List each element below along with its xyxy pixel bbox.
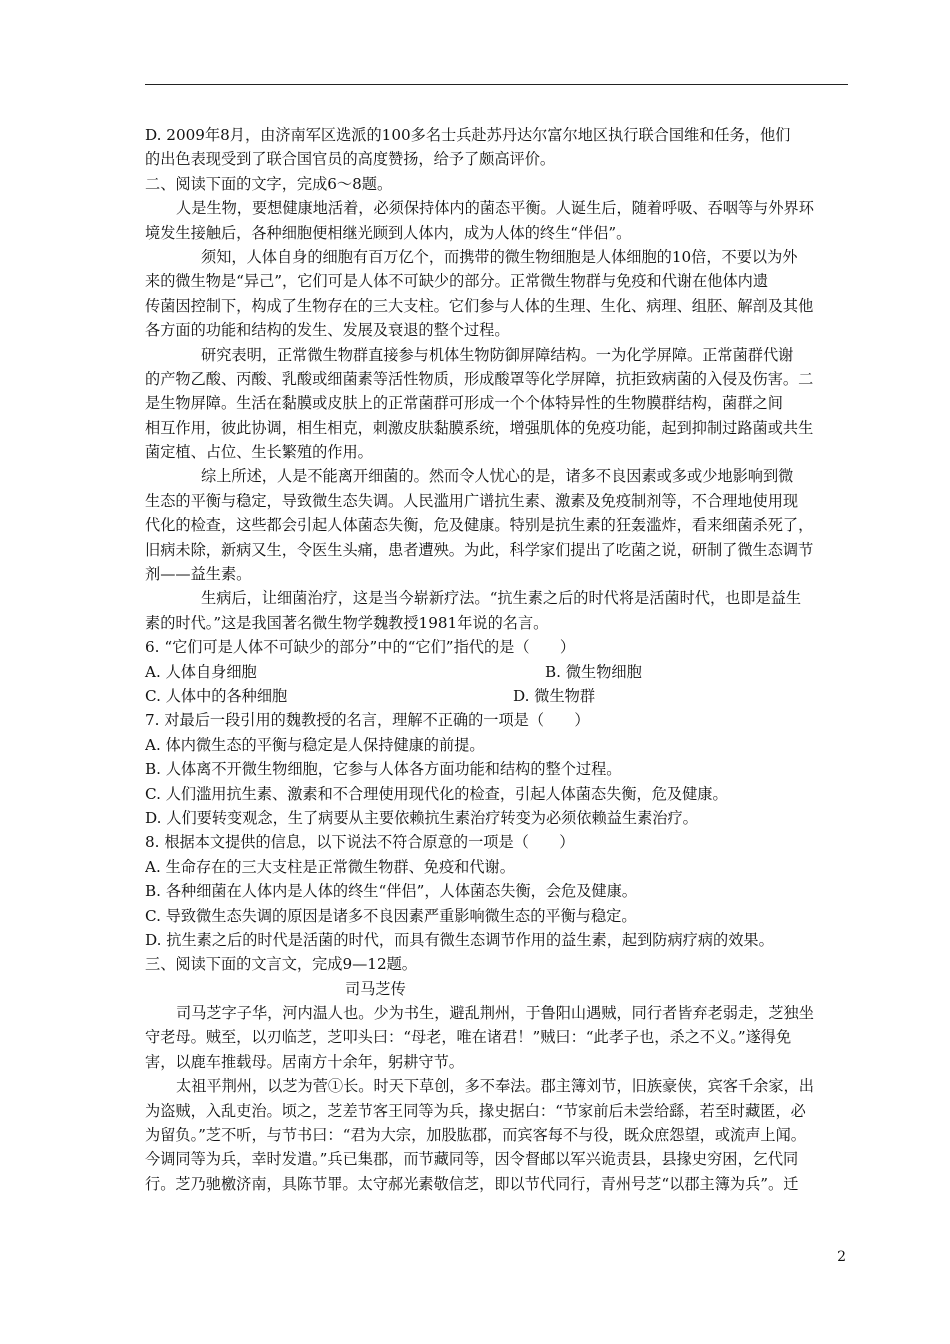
text-line: 太祖平荆州，以芝为菅①长。时天下草创，多不奉法。郡主簿刘节，旧族豪侠，宾客千余家，出 bbox=[176, 1077, 814, 1096]
question-7-stem: 7. 对最后一段引用的魏教授的名言，理解不正确的一项是（ ） bbox=[145, 711, 590, 730]
document-body bbox=[145, 123, 850, 1196]
classical-title: 司马芝传 bbox=[345, 979, 406, 998]
question-6-options-row-1 bbox=[145, 660, 850, 684]
text-line: 境发生接触后，各种细胞便相继光顾到人体内，成为人体的终生“伴侣”。 bbox=[145, 223, 632, 242]
question-7-option: D. 人们要转变观念，生了病要从主要依赖抗生素治疗转变为必须依赖益生素治疗。 bbox=[145, 808, 698, 827]
question-7-option: A. 体内微生态的平衡与稳定是人保持健康的前提。 bbox=[145, 735, 485, 754]
text-line: 为盗贼，入乱吏治。顷之，芝差节客王同等为兵，掾史据白：“节家前后未尝给繇，若至时藏匿，必 bbox=[145, 1101, 806, 1120]
text-line: 生病后，让细菌治疗，这是当今崭新疗法。“抗生素之后的时代将是活菌时代，也即是益生 bbox=[201, 589, 802, 608]
classical-passage bbox=[145, 1001, 850, 1196]
question-6-options-row-2 bbox=[145, 684, 850, 708]
question-8-option: B. 各种细菌在人体内是人体的终生“伴侣”，人体菌态失衡，会危及健康。 bbox=[145, 882, 637, 901]
question-7-option: C. 人们滥用抗生素、激素和不合理使用现代化的检查，引起人体菌态失衡，危及健康。 bbox=[145, 784, 728, 803]
option-b: B. 微生物细胞 bbox=[545, 662, 642, 681]
page-number: 2 bbox=[837, 1249, 846, 1265]
text-line: D. 2009年8月，由济南军区选派的100多名士兵赴苏丹达尔富尔地区执行联合国维和任务，他们 bbox=[145, 126, 791, 144]
question-7-option: B. 人体离不开微生物细胞，它参与人体各方面功能和结构的整个过程。 bbox=[145, 760, 622, 779]
text-line: 人是生物，要想健康地活着，必须保持体内的菌态平衡。人诞生后，随着呼吸、吞咽等与外界环 bbox=[176, 199, 814, 218]
question-8-option: D. 抗生素之后的时代是活菌的时代，而具有微生态调节作用的益生素，起到防病疗病的效果。 bbox=[145, 930, 774, 949]
text-line: 为留负。”芝不听，与节书曰：“君为大宗，加股肱郡，而宾客每不与役，既众庶怨望，或流声上闻。 bbox=[145, 1126, 806, 1145]
text-line: 传菌因控制下，构成了生物存在的三大支柱。它们参与人体的生理、生化、病理、组胚、解剖及其他 bbox=[145, 296, 814, 315]
section-heading: 二、阅读下面的文字，完成6～8题。 bbox=[145, 174, 393, 193]
reading-passage bbox=[145, 196, 850, 635]
text-line: 害，以鹿车推载母。居南方十余年，躬耕守节。 bbox=[145, 1052, 464, 1071]
text-line: 生态的平衡与稳定，导致微生态失调。人民滥用广谱抗生素、激素及免疫制剂等，不合理地使用现 bbox=[145, 491, 799, 510]
text-line: 剂——益生素。 bbox=[145, 565, 252, 584]
option-d: D. 微生物群 bbox=[513, 686, 596, 705]
text-line: 素的时代。”这是我国著名微生物学魏教授1981年说的名言。 bbox=[145, 613, 549, 632]
text-line: 是生物屏障。生活在黏膜或皮肤上的正常菌群可形成一个个体特异性的生物膜群结构，菌群之间 bbox=[145, 394, 783, 413]
text-line: 菌定植、占位、生长繁殖的作用。 bbox=[145, 443, 373, 462]
text-line: 综上所述，人是不能离开细菌的。然而令人忧心的是，诸多不良因素或多或少地影响到微 bbox=[201, 467, 794, 486]
text-line: 相互作用，彼此协调，相生相克，刺激皮肤黏膜系统，增强肌体的免疫功能，起到抑制过路菌或共生 bbox=[145, 418, 814, 437]
question-6-stem: 6. “它们可是人体不可缺少的部分”中的“它们”指代的是（ ） bbox=[145, 638, 576, 657]
text-line: 行。芝乃驰檄济南，具陈节罪。太守郝光素敬信芝，即以节代同行，青州号芝“以郡主簿为兵”。迁 bbox=[145, 1174, 799, 1193]
text-line: 旧病未除，新病又生，令医生头痛，患者遭殃。为此，科学家们提出了吃菌之说，研制了微生态调节 bbox=[145, 540, 814, 559]
text-line: 司马芝字子华，河内温人也。少为书生，避乱荆州，于鲁阳山遇贼，同行者皆弃老弱走，芝独坐 bbox=[176, 1004, 814, 1023]
question-8-option: C. 导致微生态失调的原因是诸多不良因素严重影响微生态的平衡与稳定。 bbox=[145, 906, 637, 925]
question-8-stem: 8. 根据本文提供的信息，以下说法不符合原意的一项是（ ） bbox=[145, 833, 575, 852]
section-heading: 三、阅读下面的文言文，完成9—12题。 bbox=[145, 955, 417, 974]
text-line: 来的微生物是“异己”，它们可是人体不可缺少的部分。正常微生物群与免疫和代谢在他体内遗 bbox=[145, 272, 769, 291]
header-rule bbox=[145, 84, 848, 85]
text-line: 研究表明，正常微生物群直接参与机体生物防御屏障结构。一为化学屏障。正常菌群代谢 bbox=[201, 345, 794, 364]
text-line: 的出色表现受到了联合国官员的高度赞扬，给予了颇高评价。 bbox=[145, 150, 556, 169]
option-c: C. 人体中的各种细胞 bbox=[145, 686, 288, 705]
text-line: 代化的检查，这些都会引起人体菌态失衡，危及健康。特别是抗生素的狂轰滥炸，看来细菌杀死了， bbox=[145, 516, 814, 535]
text-line: 的产物乙酸、丙酸、乳酸或细菌素等活性物质，形成酸罩等化学屏障，抗拒致病菌的入侵及伤害。二 bbox=[145, 369, 814, 388]
text-line: 守老母。贼至，以刃临芝，芝叩头曰：“母老，唯在诸君！”贼曰：“此孝子也，杀之不义。”遂得免 bbox=[145, 1028, 792, 1047]
text-line: 今调同等为兵，幸时发遣。”兵已集郡，而节藏同等，因令督邮以军兴诡责县，县掾史穷困，乞代同 bbox=[145, 1150, 799, 1169]
option-a: A. 人体自身细胞 bbox=[145, 662, 257, 681]
text-line: 须知，人体自身的细胞有百万亿个，而携带的微生物细胞是人体细胞的10倍，不要以为外 bbox=[201, 247, 798, 266]
text-line: 各方面的功能和结构的发生、发展及衰退的整个过程。 bbox=[145, 321, 510, 340]
question-8-option: A. 生命存在的三大支柱是正常微生物群、免疫和代谢。 bbox=[145, 857, 515, 876]
